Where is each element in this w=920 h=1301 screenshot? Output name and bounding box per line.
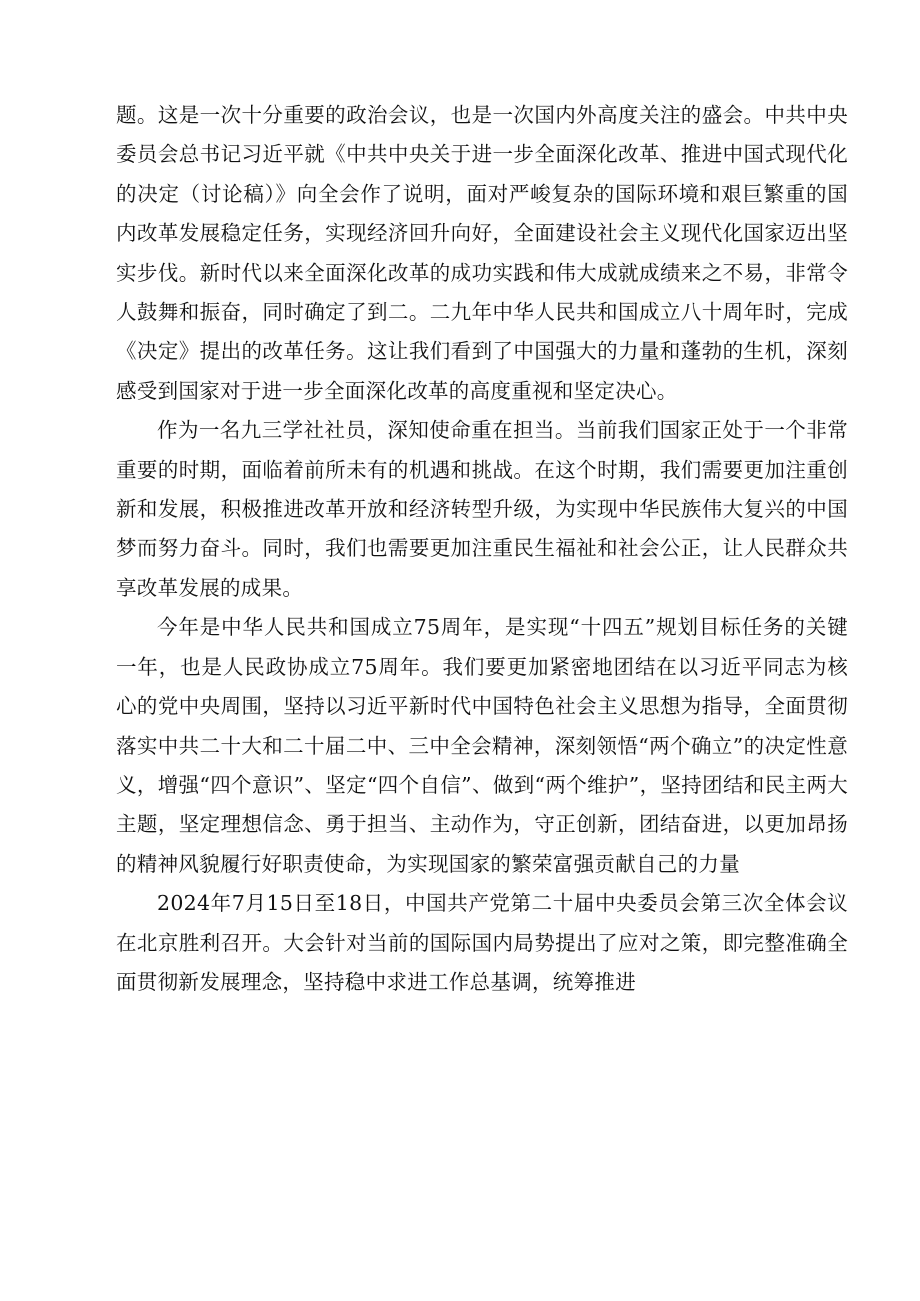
paragraph-4: 2024年7月15日至18日，中国共产党第二十届中央委员会第三次全体会议在北京胜利召开。大会针对当前的国际国内局势提出了应对之策，即完整准确全面贯彻新发展理念，坚持稳中求进工作总基调，统筹推进: [116, 891, 848, 994]
paragraph-1: 题。这是一次十分重要的政治会议，也是一次国内外高度关注的盛会。中共中央委员会总书记习近平就《中共中央关于进一步全面深化改革、推进中国式现代化的决定（讨论稿）》向全会作了说明，面对严峻复杂的国际环境和艰巨繁重的国内改革发展稳定任务，实现经济回升向好，全面建设社会主义现代化国家迈出坚实步伐。新时代以来全面深化改革的成功实践和伟大成就成绩来之不易，非常令人鼓舞和振奋，同时确定了到二。二九年中华人民共和国成立八十周年时，完成《决定》提出的改革任务。这让我们看到了中国强大的力量和蓬勃的生机，深刻感受到国家对于进一步全面深化改革的高度重视和坚定决心。: [116, 103, 848, 403]
document-body: [116, 96, 848, 1002]
paragraph-3: 今年是中华人民共和国成立75周年，是实现“十四五”规划目标任务的关键一年，也是人民政协成立75周年。我们要更加紧密地团结在以习近平同志为核心的党中央周围，坚持以习近平新时代中国特色社会主义思想为指导，全面贯彻落实中共二十大和二十届二中、三中全会精神，深刻领悟“两个确立”的决定性意义，增强“四个意识”、坚定“四个自信”、做到“两个维护”，坚持团结和民主两大主题，坚定理想信念、勇于担当、主动作为，守正创新，团结奋进，以更加昂扬的精神风貌履行好职责使命，为实现国家的繁荣富强贡献自己的力量: [116, 615, 848, 876]
paragraph-2: 作为一名九三学社社员，深知使命重在担当。当前我们国家正处于一个非常重要的时期，面临着前所未有的机遇和挑战。在这个时期，我们需要更加注重创新和发展，积极推进改革开放和经济转型升级，为实现中华民族伟大复兴的中国梦而努力奋斗。同时，我们也需要更加注重民生福祉和社会公正，让人民群众共享改革发展的成果。: [116, 418, 848, 600]
